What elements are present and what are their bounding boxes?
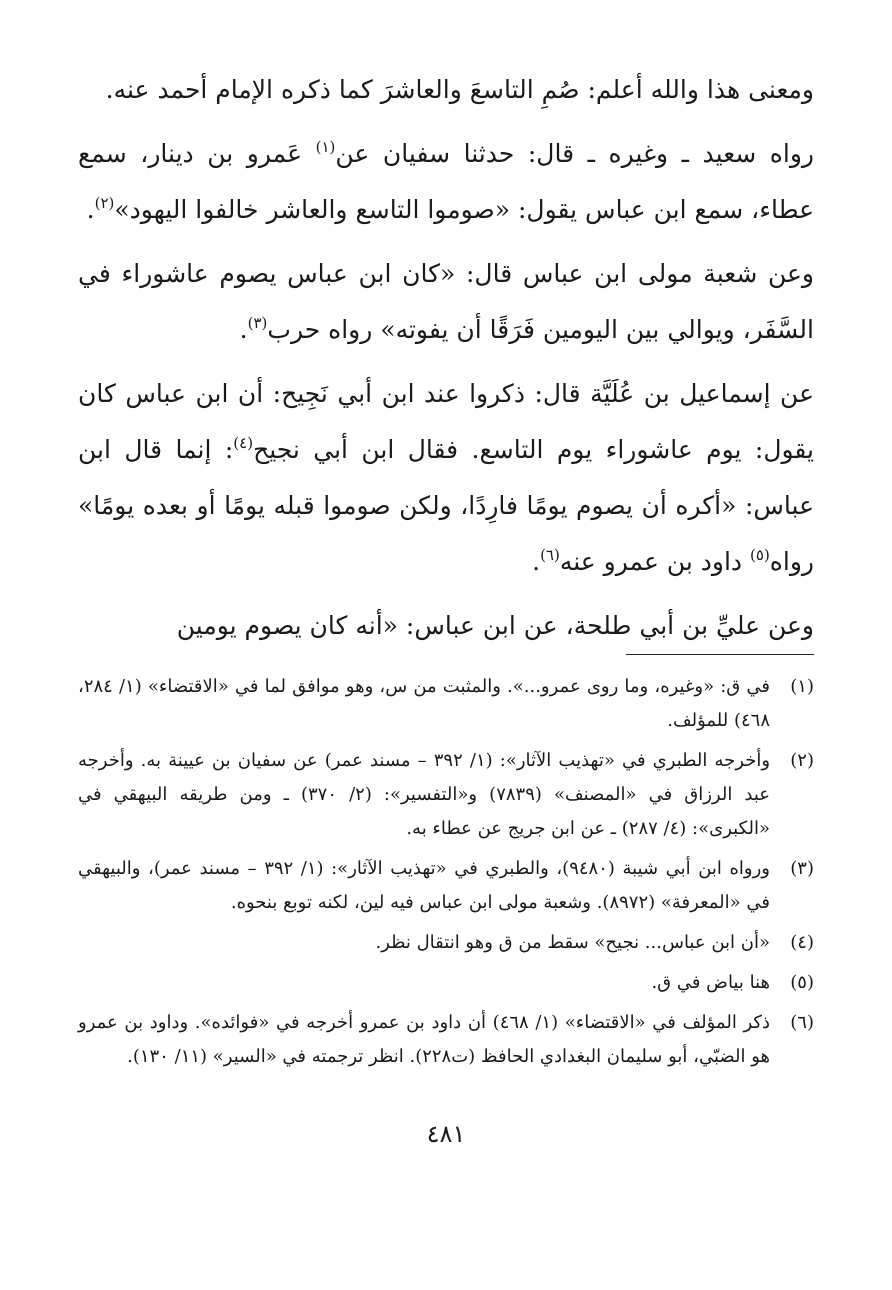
footnote-ref: (٢)	[94, 194, 115, 212]
text-segment: ومعنى هذا والله أعلم: صُمِ التاسعَ والعاشرَ كما ذكره الإمام أحمد عنه.	[105, 75, 814, 104]
text-segment: .	[532, 547, 541, 576]
footnote-separator	[626, 654, 814, 655]
footnote-item	[78, 966, 814, 1000]
footnote-text: ذكر المؤلف في «الاقتضاء» (١/ ٤٦٨) أن داود بن عمرو أخرجه في «فوائده». وداود بن عمرو هو الضبّي، أبو سليمان البغدادي الحافظ (ت٢٢٨). انظر ترجمته في «السير» (١١/ ١٣٠).	[78, 1012, 770, 1067]
text-segment: .	[239, 315, 248, 344]
text-segment: عَمرو بن دينار، سمع عطاء، سمع ابن عباس يقول: «صوموا التاسع والعاشر خالفوا اليهود»	[78, 139, 814, 224]
text-segment: وعن عليِّ بن أبي طلحة، عن ابن عباس: «أنه كان يصوم يومين	[176, 611, 814, 640]
main-text	[78, 62, 814, 654]
main-paragraph	[78, 366, 814, 590]
text-segment: .	[86, 195, 95, 224]
main-paragraph	[78, 126, 814, 238]
footnote-ref: (١)	[315, 138, 336, 156]
footnote-ref: (٣)	[247, 314, 268, 332]
footnote-text: «أن ابن عباس... نجيح» سقط من ق وهو انتقال نظر.	[375, 932, 770, 953]
footnote-number: (٢)	[790, 750, 814, 771]
footnote-item	[78, 1006, 814, 1074]
footnote-number: (٦)	[790, 1012, 814, 1033]
footnote-item	[78, 852, 814, 920]
footnote-text: في ق: «وغيره، وما روى عمرو...». والمثبت من س، وهو موافق لما في «الاقتضاء» (١/ ٢٨٤، ٤٦٨) للمؤلف.	[78, 676, 770, 731]
footnote-number: (٥)	[790, 972, 814, 993]
text-segment: وعن شعبة مولى ابن عباس قال: «كان ابن عباس يصوم عاشوراء في السَّفَر، ويوالي بين اليومين فَرَقًا أن يفوته» رواه حرب	[78, 259, 814, 344]
footnote-ref: (٥)	[750, 546, 770, 564]
text-segment: داود بن عمرو عنه	[559, 547, 751, 576]
main-paragraph	[78, 62, 814, 118]
main-paragraph	[78, 246, 814, 358]
footnote-text: ورواه ابن أبي شيبة (٩٤٨٠)، والطبري في «تهذيب الآثار»: (١/ ٣٩٢ – مسند عمر)، والبيهقي في «المعرفة» (٨٩٧٢). وشعبة مولى ابن عباس فيه لين، لكنه توبع بنحوه.	[78, 858, 770, 913]
footnote-number: (٤)	[790, 932, 814, 953]
main-paragraph	[78, 598, 814, 654]
text-segment: رواه سعيد ـ وغيره ـ قال: حدثنا سفيان عن	[335, 139, 814, 168]
footnote-item	[78, 926, 814, 960]
text-segment: عن إسماعيل بن عُلَيَّة قال: ذكروا عند ابن أبي نَجِيح: أن ابن عباس كان يقول: يوم عاشوراء يوم التاسع. فقال ابن أبي نجيح	[78, 379, 815, 464]
page-number: ٤٨١	[426, 1120, 466, 1148]
footnote-item	[78, 744, 814, 846]
footnotes	[78, 670, 814, 1080]
footnote-number: (٣)	[790, 858, 814, 879]
footnote-item	[78, 670, 814, 738]
footnote-text: وأخرجه الطبري في «تهذيب الآثار»: (١/ ٣٩٢ – مسند عمر) عن سفيان بن عيينة به. وأخرجه عبد الرزاق في «المصنف» (٧٨٣٩) و«التفسير»: (٢/ ٣٧٠) ـ ومن طريقه البيهقي في «الكبرى»: (٤/ ٢٨٧) ـ عن ابن جريج عن عطاء به.	[78, 750, 771, 839]
footnote-number: (١)	[790, 676, 814, 697]
footnote-text: هنا بياض في ق.	[651, 972, 770, 993]
book-page	[78, 62, 814, 1250]
footnote-ref: (٦)	[540, 546, 560, 564]
text-segment: : إنما قال ابن عباس: «أكره أن يصوم يومًا فارِدًا، ولكن صوموا قبله يومًا أو بعده يومًا» رواه	[78, 435, 814, 576]
footnote-ref: (٤)	[233, 434, 254, 452]
